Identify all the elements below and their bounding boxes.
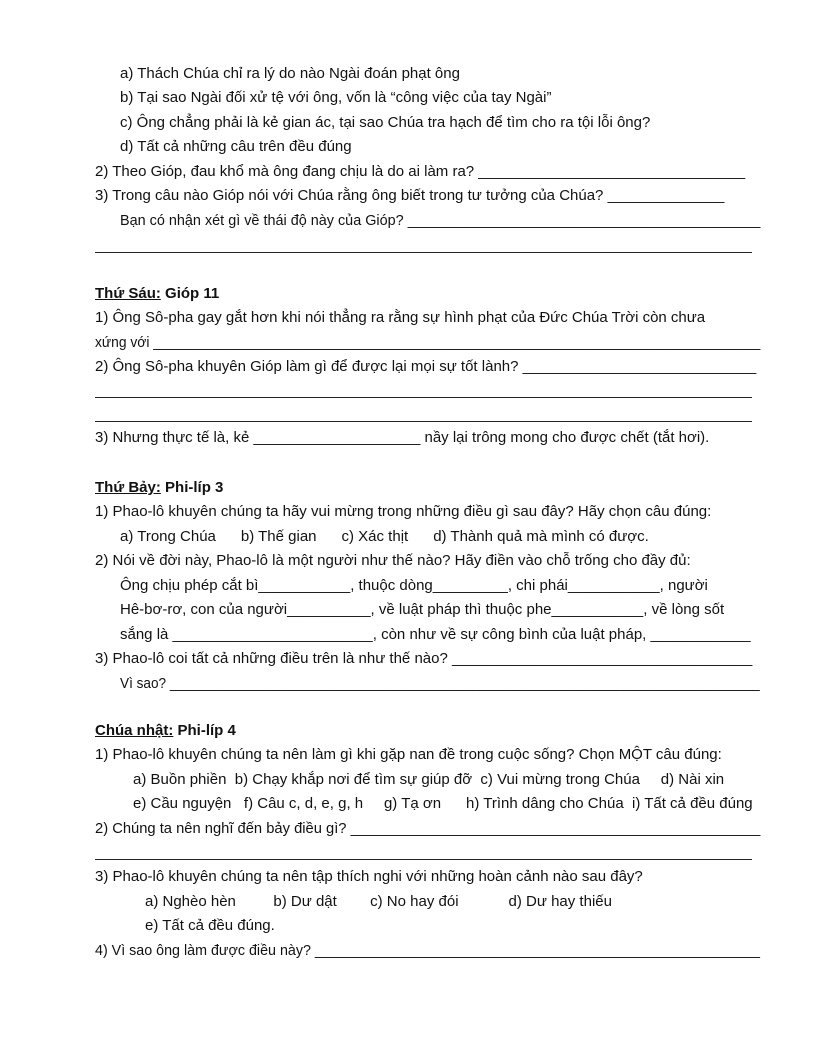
section-heading-friday [95, 284, 219, 304]
question-1-options: a) Trong Chúa b) Thế gian c) Xác thịt d) Thành quả mà mình có được. [120, 528, 649, 545]
question-4: 4) Vì sao ông làm được điều này? ________________________________________________________ [95, 942, 760, 959]
question-2: 2) Nói về đời này, Phao-lô là một người như thế nào? Hãy điền vào chỗ trống cho đầy đủ: [95, 552, 691, 569]
section-heading-sunday [95, 721, 236, 741]
option-c: c) Ông chẳng phải là kẻ gian ác, tại sao Chúa tra hạch để tìm cho ra tội lỗi ông? [120, 114, 651, 131]
question-3: 3) Phao-lô khuyên chúng ta nên tập thích nghi với những hoàn cảnh nào sau đây? [95, 868, 643, 885]
book-label: Phi-líp 3 [160, 479, 224, 496]
book-label: Phi-líp 4 [173, 722, 236, 739]
day-label: Thứ Bảy: [95, 479, 161, 496]
answer-line [95, 252, 752, 253]
fill-in-line-1: Ông chịu phép cắt bì___________, thuộc dòng_________, chi phái___________, người [120, 577, 708, 594]
question-1-options-row-2: e) Cầu nguyện f) Câu c, d, e, g, h g) Tạ ơn h) Trình dâng cho Chúa i) Tất cả đều đúng [133, 795, 753, 812]
answer-line [95, 397, 752, 398]
answer-line [95, 859, 752, 860]
option-b: b) Tại sao Ngài đối xử tệ với ông, vốn là “công việc của tay Ngài” [120, 89, 552, 106]
option-d: d) Tất cả những câu trên đều đúng [120, 138, 352, 155]
question-2: 2) Theo Gióp, đau khổ mà ông đang chịu là do ai làm ra? ________________________________ [95, 163, 746, 180]
question-1-continued: xứng với _______________________________________________________________________________ [95, 334, 761, 351]
book-label: Gióp 11 [160, 285, 220, 302]
question-3-followup: Vì sao? ______________________________________________________________________________ [120, 675, 760, 692]
fill-in-line-2: Hê-bơ-rơ, con của người__________, về luật pháp thì thuộc phe___________, về lòng sốt [120, 601, 725, 618]
fill-in-line-3: sắng là ________________________, còn như về sự công bình của luật pháp, ____________ [120, 626, 751, 643]
answer-line [95, 421, 752, 422]
question-3-options-row-1: a) Nghèo hèn b) Dư dật c) No hay đói d) Dư hay thiếu [145, 893, 612, 910]
question-3: 3) Nhưng thực tế là, kẻ ____________________ nầy lại trông mong cho được chết (tắt hơi). [95, 429, 710, 446]
question-2: 2) Chúng ta nên nghĩ đến bảy điều gì? __________________________________________________ [95, 820, 761, 837]
question-3-followup: Bạn có nhận xét gì về thái độ này của Gióp? ____________________________________________ [120, 212, 761, 229]
day-label: Chúa nhật: [95, 722, 174, 739]
day-label: Thứ Sáu: [95, 285, 161, 302]
section-heading-saturday [95, 478, 223, 498]
question-3: 3) Trong câu nào Gióp nói với Chúa rằng ông biết trong tư tưởng của Chúa? ______________ [95, 187, 725, 204]
question-1: 1) Phao-lô khuyên chúng ta nên làm gì khi gặp nan đề trong cuộc sống? Chọn MỘT câu đúng: [95, 746, 722, 763]
question-3: 3) Phao-lô coi tất cả những điều trên là như thế nào? ____________________________________ [95, 650, 753, 667]
question-1: 1) Ông Sô-pha gay gắt hơn khi nói thẳng ra rằng sự hình phạt của Đức Chúa Trời còn chưa [95, 309, 706, 326]
question-1: 1) Phao-lô khuyên chúng ta hãy vui mừng trong những điều gì sau đây? Hãy chọn câu đúng: [95, 503, 712, 520]
question-3-options-row-2: e) Tất cả đều đúng. [145, 917, 275, 934]
question-2: 2) Ông Sô-pha khuyên Gióp làm gì để được lại mọi sự tốt lành? ____________________________ [95, 358, 757, 375]
option-a: a) Thách Chúa chỉ ra lý do nào Ngài đoán phạt ông [120, 65, 460, 82]
question-1-options-row-1: a) Buồn phiền b) Chạy khắp nơi để tìm sự giúp đỡ c) Vui mừng trong Chúa d) Nài xin [133, 771, 725, 788]
